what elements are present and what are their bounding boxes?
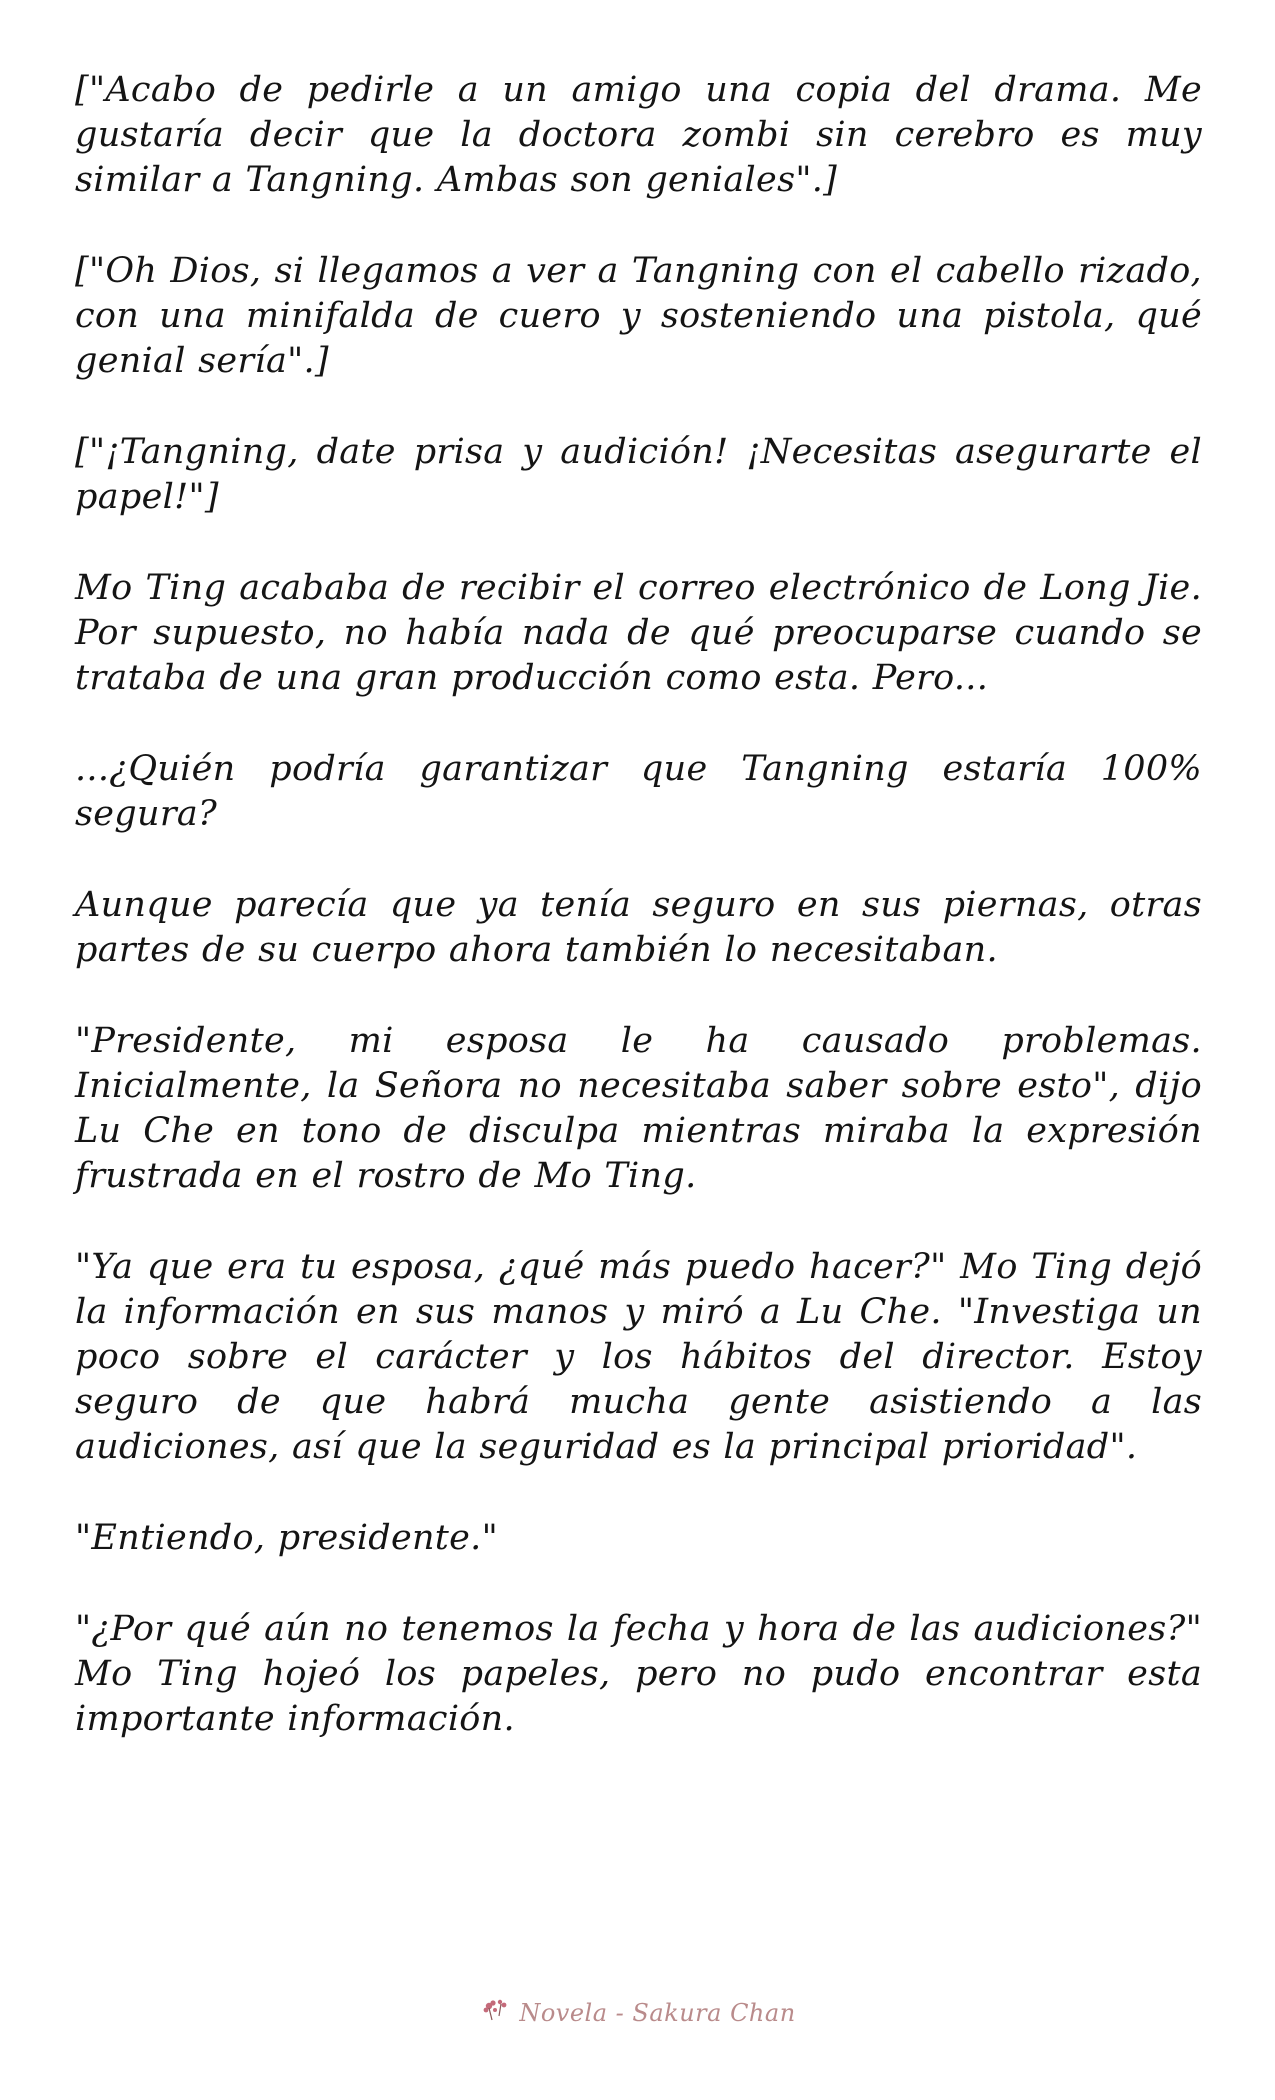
paragraph-comment-3: ["¡Tangning, date prisa y audición! ¡Necesitas asegurarte el papel!"] [75,432,1202,517]
paragraph-dialogue-4: "¿Por qué aún no tenemos la fecha y hora de las audiciones?" Mo Ting hojeó los papeles, pero no pudo encontrar esta importante información. [75,1609,1202,1739]
footer-watermark [0,1996,1275,2030]
footer-text: Novela - Sakura Chan [519,1999,796,2027]
paragraph-dialogue-1: "Presidente, mi esposa le ha causado problemas. Inicialmente, la Señora no necesitaba saber sobre esto", dijo Lu Che en tono de disculpa mientras miraba la expresión frustrada en el rostro de Mo Ting. [75,1021,1202,1196]
paragraph-dialogue-3: "Entiendo, presidente." [75,1518,498,1558]
paragraph-narration-3: Aunque parecía que ya tenía seguro en sus piernas, otras partes de su cuerpo ahora también lo necesitaban. [75,885,1202,970]
paragraph-dialogue-2: "Ya que era tu esposa, ¿qué más puedo hacer?" Mo Ting dejó la información en sus manos y miró a Lu Che. "Investiga un poco sobre el carácter y los hábitos del director. Estoy seguro de que habrá mucha gente asistiendo a las audiciones, así que la seguridad es la principal prioridad". [75,1247,1202,1467]
sakura-blossom-icon [479,1996,515,2030]
paragraph-narration-2: ...¿Quién podría garantizar que Tangning estaría 100% segura? [75,749,1202,834]
paragraph-narration-1: Mo Ting acababa de recibir el correo electrónico de Long Jie. Por supuesto, no había nada de qué preocuparse cuando se trataba de una gran producción como esta. Pero... [75,568,1202,698]
paragraph-comment-2: ["Oh Dios, si llegamos a ver a Tangning con el cabello rizado, con una minifalda de cuero y sosteniendo una pistola, qué genial sería".] [75,251,1202,381]
paragraph-comment-1: ["Acabo de pedirle a un amigo una copia del drama. Me gustaría decir que la doctora zombi sin cerebro es muy similar a Tangning. Ambas son geniales".] [75,70,1202,200]
document-body [75,68,1202,1788]
footer-watermark-inner [479,1996,795,2030]
